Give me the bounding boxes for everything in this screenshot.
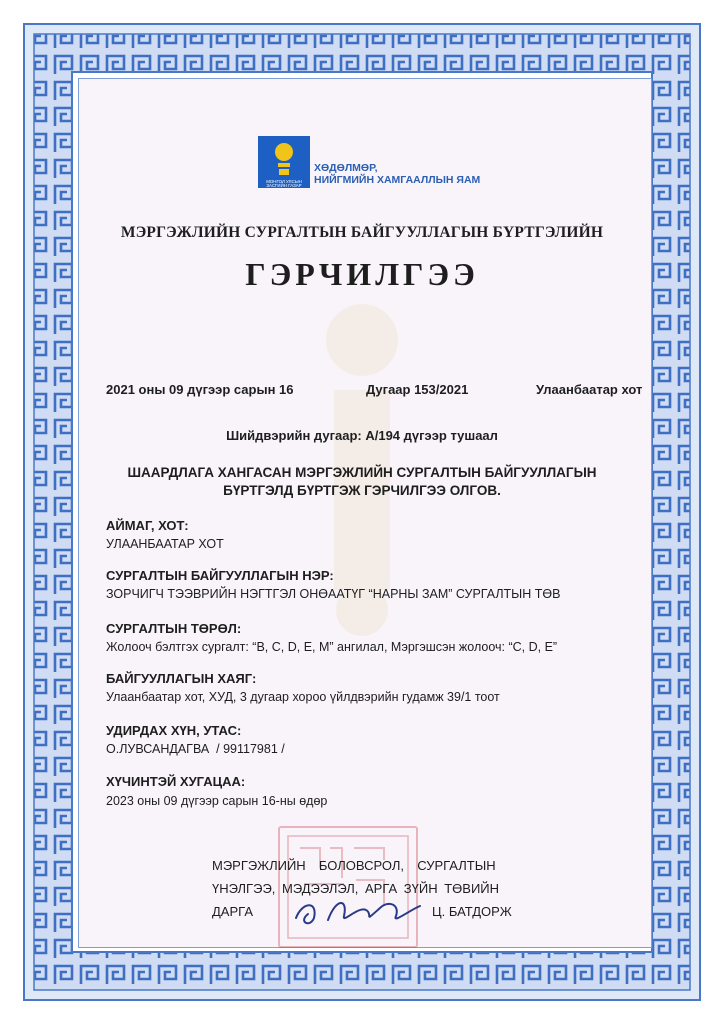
watermark-emblem — [262, 280, 462, 640]
field-value-org-name: ЗОРЧИГЧ ТЭЭВРИЙН НЭГТГЭЛ ОНӨААТҮГ “НАРНЫ ЗАМ” СУРГАЛТЫН ТӨВ — [106, 587, 561, 601]
decree-number: Шийдвэрийн дугаар: А/194 дүгээр тушаал — [226, 428, 498, 443]
field-label-manager: УДИРДАХ ХҮН, УТАС: — [106, 723, 242, 738]
statement-line-2: БҮРТГЭЛД БҮРТГЭЖ ГЭРЧИЛГЭЭ ОЛГОВ. — [223, 483, 501, 498]
field-value-manager: О.ЛУВСАНДАГВА / 99117981 / — [106, 742, 285, 756]
signature-title-line-3: ДАРГА — [212, 904, 253, 919]
signature-title-line-2: ҮНЭЛГЭЭ, МЭДЭЭЛЭЛ, АРГА ЗҮЙН ТӨВИЙН — [212, 881, 500, 896]
field-label-validity: ХҮЧИНТЭЙ ХУГАЦАА: — [106, 774, 246, 789]
signatory-name: Ц. БАТДОРЖ — [432, 904, 512, 919]
certificate-title: ГЭРЧИЛГЭЭ — [245, 256, 479, 292]
field-value-training-type: Жолооч бэлтгэх сургалт: “B, C, D, E, M” ангилал, Мэргэшсэн жолооч: “C, D, E” — [106, 640, 558, 654]
issue-date: 2021 оны 09 дүгээр сарын 16 — [106, 382, 294, 397]
soyombo-icon — [258, 136, 310, 188]
signature-title-line-1: МЭРГЭЖЛИЙН БОЛОВСРОЛ, СУРГАЛТЫН — [212, 858, 496, 873]
field-value-address: Улаанбаатар хот, ХУД, 3 дугаар хороо үйлдвэрийн гудамж 39/1 тоот — [106, 690, 500, 704]
ministry-name — [314, 162, 480, 186]
svg-text:ЗАСГИЙН ГАЗАР: ЗАСГИЙН ГАЗАР — [266, 183, 302, 188]
field-label-city: АЙМАГ, ХОТ: — [106, 518, 189, 533]
field-label-org-name: СУРГАЛТЫН БАЙГУУЛЛАГЫН НЭР: — [106, 568, 334, 583]
state-emblem-logo — [258, 136, 310, 188]
field-label-training-type: СУРГАЛТЫН ТӨРӨЛ: — [106, 621, 242, 636]
field-value-city: УЛААНБААТАР ХОТ — [106, 537, 224, 551]
ministry-line-2: НИЙГМИЙН ХАМГААЛЛЫН ЯАМ — [314, 174, 481, 186]
field-value-validity: 2023 оны 09 дүгээр сарын 16-ны өдөр — [106, 794, 328, 808]
statement-line-1: ШААРДЛАГА ХАНГАСАН МЭРГЭЖЛИЙН СУРГАЛТЫН БАЙГУУЛЛАГЫН — [127, 465, 597, 480]
svg-text:МОНГОЛ УЛСЫН: МОНГОЛ УЛСЫН — [266, 179, 302, 184]
issue-city: Улаанбаатар хот — [536, 382, 643, 397]
certificate-statement — [0, 464, 724, 500]
certificate-number: Дугаар 153/2021 — [366, 382, 469, 397]
ministry-line-1: ХӨДӨЛМӨР, — [314, 162, 378, 174]
certificate-heading: МЭРГЭЖЛИЙН СУРГАЛТЫН БАЙГУУЛЛАГЫН БҮРТГЭЛИЙН — [120, 224, 604, 241]
field-label-address: БАЙГУУЛЛАГЫН ХАЯГ: — [106, 671, 257, 686]
